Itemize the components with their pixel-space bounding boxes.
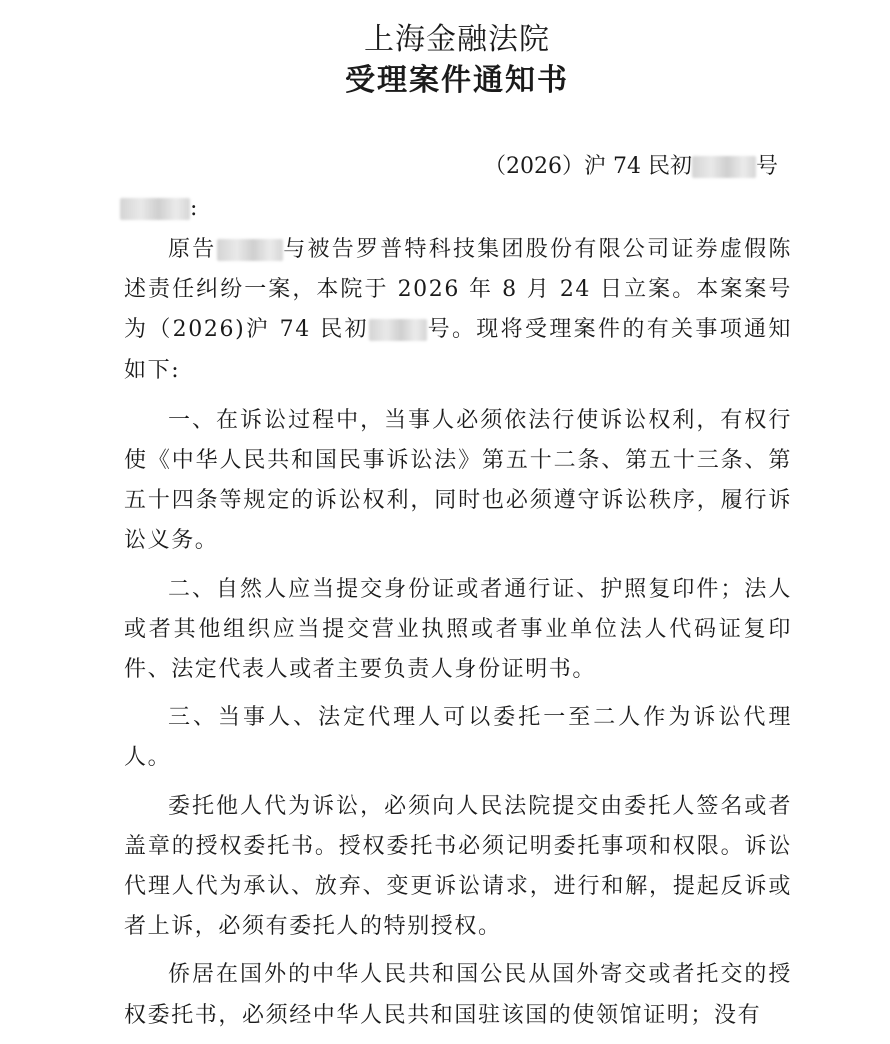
intro-text-end: 号。现将受理案件的有关事项通知如下:	[124, 317, 792, 383]
redacted-addressee-name	[120, 198, 190, 220]
addressee-line	[120, 192, 197, 226]
intro-text-main: 与被告罗普特科技集团股份有限公司证券虚假陈述责任纠纷一案，本院于 2026 年 8 月 24 日立案。本案案号为（2026)沪 74 民初	[124, 237, 792, 343]
redacted-plaintiff-name	[217, 239, 283, 261]
case-number	[484, 150, 778, 184]
redacted-case-serial	[692, 156, 756, 178]
item-3-authorization-paragraph: 委托他人代为诉讼，必须向人民法院提交由委托人签名或者盖章的授权委托书。授权委托书必须记明委托事项和权限。诉讼代理人代为承认、放弃、变更诉讼请求，进行和解，提起反诉或者上诉，必须有委托人的特别授权。	[124, 793, 792, 940]
addressee-colon: :	[190, 196, 198, 221]
notice-body	[124, 230, 792, 1044]
intro-paragraph	[124, 230, 792, 391]
item-3-overseas-paragraph: 侨居在国外的中华人民共和国公民从国外寄交或者托交的授权委托书，必须经中华人民共和国驻该国的使领馆证明；没有	[124, 962, 792, 1028]
intro-text-plaintiff-label: 原告	[168, 237, 217, 262]
item-3-paragraph: 三、当事人、法定代理人可以委托一至二人作为诉讼代理人。	[124, 705, 792, 771]
item-2-paragraph: 二、自然人应当提交身份证或者通行证、护照复印件；法人或者其他组织应当提交营业执照或者事业单位法人代码证复印件、法定代表人或者主要负责人身份证明书。	[124, 576, 792, 683]
case-number-prefix: （2026）沪 74 民初	[484, 154, 692, 179]
item-1-paragraph: 一、在诉讼过程中，当事人必须依法行使诉讼权利，有权行使《中华人民共和国民事诉讼法》第五十二条、第五十三条、第五十四条等规定的诉讼权利，同时也必须遵守诉讼秩序，履行诉讼义务。	[124, 407, 792, 554]
redacted-case-serial-inline	[369, 319, 427, 341]
court-name: 上海金融法院	[364, 22, 550, 57]
case-number-suffix: 号	[755, 154, 778, 179]
document-title: 受理案件通知书	[345, 63, 569, 98]
